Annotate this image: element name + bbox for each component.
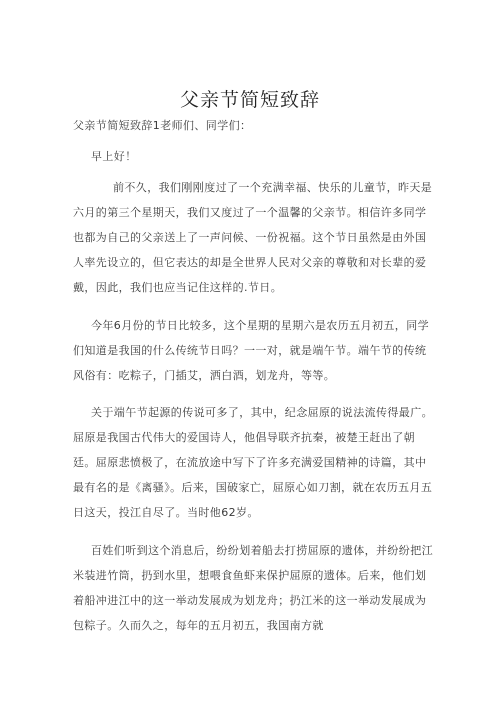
paragraph-2: 今年6月份的节日比较多，这个星期的星期六是农历五月初五，同学们知道是我国的什么传统节日吗？一一对，就是端午节。端午节的传统风俗有：吃粽子，门插艾，洒白酒，划龙舟，等等。 — [73, 319, 429, 382]
intro-line: 父亲节简短致辞1老师们、同学们： — [73, 119, 252, 132]
greeting-line: 早上好！ — [91, 150, 137, 163]
paragraph-4: 百姓们听到这个消息后，纷纷划着船去打捞屈原的遗体，并纷纷把江米装进竹筒，扔到水里，想喂食鱼虾来保护屈原的遗体。后来，他们划着船冲进江中的这一举动发展成为划龙舟；扔江米的这一举动发展成为包粽子。久而久之，每年的五月初五，我国南方就 — [73, 544, 433, 632]
paragraph-1: 前不久，我们刚刚度过了一个充满幸福、快乐的儿童节，昨天是六月的第三个星期天，我们又度过了一个温馨的父亲节。相信许多同学也都为自己的父亲送上了一声问候、一份祝福。这个节日虽然是由外国人率先设立的，但它表达的却是全世界人民对父亲的尊敬和对长辈的爱戴，因此，我们也应当记住这样的.节日。 — [73, 181, 433, 294]
document-title: 父亲节简短致辞 — [179, 89, 320, 111]
paragraph-3: 关于端午节起源的传说可多了，其中，纪念屈原的说法流传得最广。屈原是我国古代伟大的爱国诗人，他倡导联齐抗秦，被楚王赶出了朝廷。屈原悲愤极了，在流放途中写下了许多充满爱国精神的诗篇，其中最有名的是《离骚》。后来，国破家亡，屈原心如刀割，就在农历五月五日这天，投江自尽了。当时他62岁。 — [73, 406, 433, 519]
